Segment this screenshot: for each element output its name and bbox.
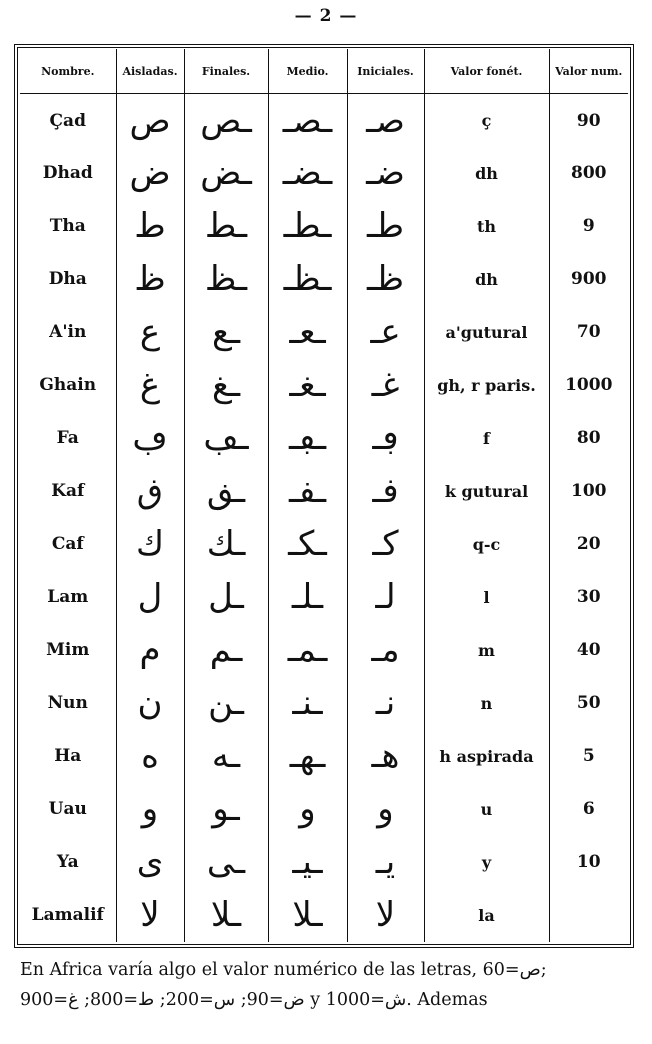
phonetic-value: th [424, 200, 549, 253]
medial-form: ـغـ [268, 359, 347, 412]
phonetic-value: y [424, 836, 549, 889]
header-initial: Iniciales. [347, 49, 424, 94]
medial-form: ـنـ [268, 677, 347, 730]
final-form: ـن [184, 677, 268, 730]
numeric-value: 50 [549, 677, 628, 730]
header-isolated: Aisladas. [116, 49, 184, 94]
table-row [20, 624, 628, 677]
numeric-value: 5 [549, 730, 628, 783]
numeric-value: 900 [549, 253, 628, 306]
initial-form: و [347, 783, 424, 836]
isolated-form: م [116, 624, 184, 677]
medial-form: ـلـ [268, 571, 347, 624]
phonetic-value: la [424, 889, 549, 942]
isolated-form: لا [116, 889, 184, 942]
medial-form: ـطـ [268, 200, 347, 253]
letter-name: Lam [20, 571, 116, 624]
numeric-value: 80 [549, 412, 628, 465]
table-row [20, 571, 628, 624]
initial-form: صـ [347, 94, 424, 148]
numeric-value: 90 [549, 94, 628, 148]
table-row [20, 783, 628, 836]
letter-name: Ghain [20, 359, 116, 412]
phonetic-value: u [424, 783, 549, 836]
header-numeric: Valor num. [549, 49, 628, 94]
numeric-value [549, 889, 628, 942]
table-row [20, 677, 628, 730]
isolated-form: و [116, 783, 184, 836]
phonetic-value: q-c [424, 518, 549, 571]
table-row [20, 889, 628, 942]
initial-form: هـ [347, 730, 424, 783]
page-number: — 2 — [294, 6, 358, 26]
isolated-form: ل [116, 571, 184, 624]
isolated-form: ڢ [116, 412, 184, 465]
final-form: ـض [184, 147, 268, 200]
phonetic-value: f [424, 412, 549, 465]
letter-name: Nun [20, 677, 116, 730]
medial-form: ـڢـ [268, 412, 347, 465]
letter-name: Fa [20, 412, 116, 465]
numeric-value: 800 [549, 147, 628, 200]
table-row [20, 465, 628, 518]
arabic-alphabet-table [20, 49, 628, 942]
footnote-paragraph [20, 955, 632, 1015]
initial-form: عـ [347, 306, 424, 359]
header-name: Nombre. [20, 49, 116, 94]
letter-name: A'in [20, 306, 116, 359]
initial-form: كـ [347, 518, 424, 571]
initial-form: يـ [347, 836, 424, 889]
initial-form: ڢـ [347, 412, 424, 465]
numeric-value: 70 [549, 306, 628, 359]
final-form: ـل [184, 571, 268, 624]
table-header-row [20, 49, 628, 94]
letter-name: Uau [20, 783, 116, 836]
phonetic-value: n [424, 677, 549, 730]
letter-name: Lamalif [20, 889, 116, 942]
medial-form: ـكـ [268, 518, 347, 571]
final-form: ـلا [184, 889, 268, 942]
numeric-value: 1000 [549, 359, 628, 412]
medial-form: ـڧـ [268, 465, 347, 518]
final-form: ـك [184, 518, 268, 571]
header-medial: Medio. [268, 49, 347, 94]
isolated-form: ط [116, 200, 184, 253]
initial-form: ضـ [347, 147, 424, 200]
medial-form: ـضـ [268, 147, 347, 200]
isolated-form: ك [116, 518, 184, 571]
footnote-line-2: ض=90; س=200; ط=800; غ=900 y ش=1000. Ademas [20, 990, 488, 1010]
table-row [20, 306, 628, 359]
final-form: ـڢ [184, 412, 268, 465]
initial-form: ڧـ [347, 465, 424, 518]
medial-form: ـيـ [268, 836, 347, 889]
letter-name: Dhad [20, 147, 116, 200]
initial-form: مـ [347, 624, 424, 677]
table-row [20, 253, 628, 306]
letter-name: Kaf [20, 465, 116, 518]
isolated-form: ظ [116, 253, 184, 306]
header-phonetic: Valor fonét. [424, 49, 549, 94]
letter-name: Çad [20, 94, 116, 148]
isolated-form: غ [116, 359, 184, 412]
final-form: ـظ [184, 253, 268, 306]
final-form: ـع [184, 306, 268, 359]
footnote-line-1: En Africa varía algo el valor numérico de las letras, ص=60; [20, 960, 547, 980]
numeric-value: 6 [549, 783, 628, 836]
initial-form: نـ [347, 677, 424, 730]
isolated-form: ى [116, 836, 184, 889]
initial-form: لـ [347, 571, 424, 624]
table-row [20, 518, 628, 571]
initial-form: لا [347, 889, 424, 942]
medial-form: ـهـ [268, 730, 347, 783]
numeric-value: 10 [549, 836, 628, 889]
table-row [20, 200, 628, 253]
numeric-value: 20 [549, 518, 628, 571]
phonetic-value: l [424, 571, 549, 624]
medial-form: ـلا [268, 889, 347, 942]
final-form: ـڧ [184, 465, 268, 518]
table-row [20, 94, 628, 148]
table-row [20, 730, 628, 783]
table-row [20, 359, 628, 412]
numeric-value: 30 [549, 571, 628, 624]
phonetic-value: dh [424, 253, 549, 306]
final-form: ـو [184, 783, 268, 836]
isolated-form: ع [116, 306, 184, 359]
medial-form: ـظـ [268, 253, 347, 306]
letter-name: Mim [20, 624, 116, 677]
letter-name: Ha [20, 730, 116, 783]
final-form: ـه [184, 730, 268, 783]
medial-form: ـمـ [268, 624, 347, 677]
letter-name: Ya [20, 836, 116, 889]
final-form: ـط [184, 200, 268, 253]
phonetic-value: gh, r paris. [424, 359, 549, 412]
initial-form: طـ [347, 200, 424, 253]
table-row [20, 412, 628, 465]
letter-name: Tha [20, 200, 116, 253]
medial-form: و [268, 783, 347, 836]
phonetic-value: a'gutural [424, 306, 549, 359]
phonetic-value: k gutural [424, 465, 549, 518]
initial-form: غـ [347, 359, 424, 412]
table-row [20, 147, 628, 200]
isolated-form: ڧ [116, 465, 184, 518]
isolated-form: ن [116, 677, 184, 730]
numeric-value: 100 [549, 465, 628, 518]
phonetic-value: ç [424, 94, 549, 148]
letter-name: Caf [20, 518, 116, 571]
final-form: ـم [184, 624, 268, 677]
table-row [20, 836, 628, 889]
medial-form: ـصـ [268, 94, 347, 148]
final-form: ـى [184, 836, 268, 889]
final-form: ـص [184, 94, 268, 148]
phonetic-value: dh [424, 147, 549, 200]
phonetic-value: h aspirada [424, 730, 549, 783]
phonetic-value: m [424, 624, 549, 677]
initial-form: ظـ [347, 253, 424, 306]
numeric-value: 40 [549, 624, 628, 677]
numeric-value: 9 [549, 200, 628, 253]
final-form: ـغ [184, 359, 268, 412]
medial-form: ـعـ [268, 306, 347, 359]
isolated-form: ه [116, 730, 184, 783]
isolated-form: ض [116, 147, 184, 200]
header-final: Finales. [184, 49, 268, 94]
isolated-form: ص [116, 94, 184, 148]
letter-name: Dha [20, 253, 116, 306]
